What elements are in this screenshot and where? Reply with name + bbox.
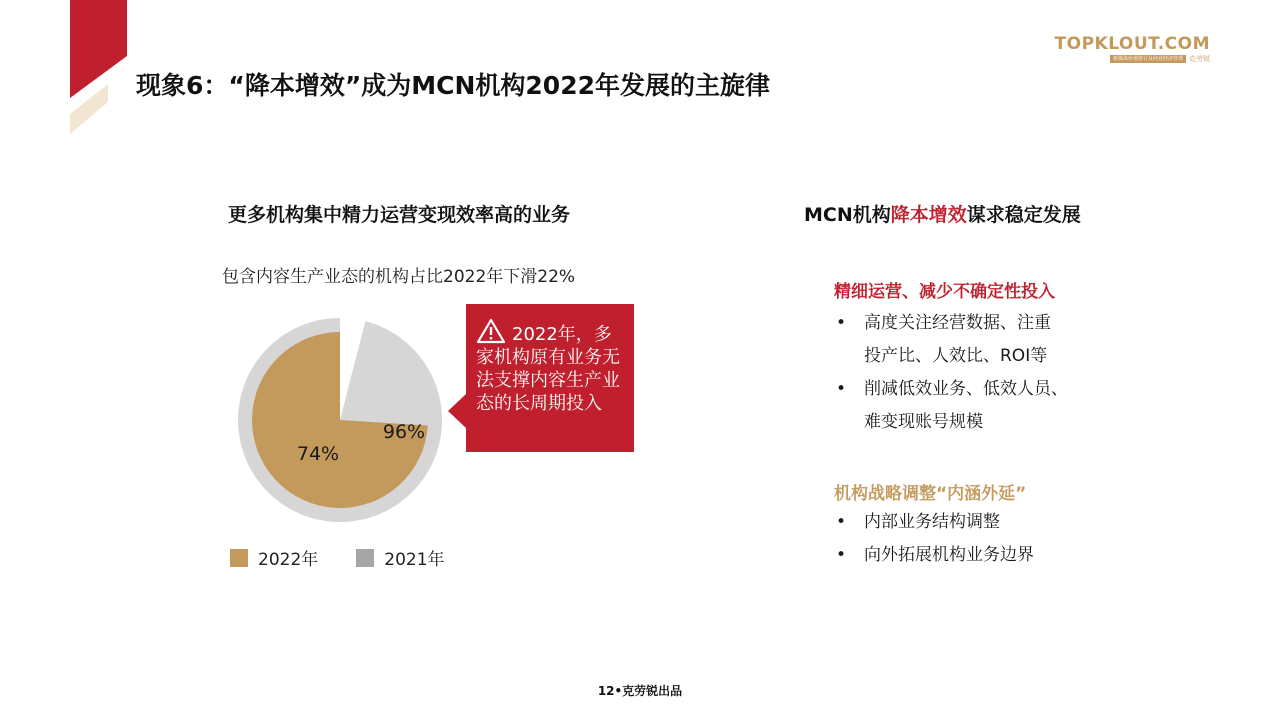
bullet-dot: • — [836, 512, 847, 532]
section-title-strategy: 机构战略调整“内涵外延” — [834, 484, 1027, 504]
data-label-2021: 96% — [382, 421, 426, 443]
list-item-line: 向外拓展机构业务边界 — [864, 545, 1034, 565]
logo-cn-name: 克劳锐 — [1189, 55, 1210, 63]
list-item — [834, 373, 1134, 439]
data-label-2022: 74% — [296, 443, 340, 465]
topklout-logo — [1050, 34, 1210, 63]
right-heading-accent: 降本增效 — [890, 204, 967, 226]
callout-text-first: 2022年，多 — [512, 324, 612, 345]
list-item — [834, 307, 1134, 373]
list-item — [834, 506, 1134, 539]
left-subheading: 包含内容生产业态的机构占比2022年下滑22% — [222, 267, 576, 287]
corner-decoration — [0, 0, 140, 150]
section-title-refined-ops: 精细运营、减少不确定性投入 — [834, 282, 1055, 302]
list-item — [834, 539, 1134, 572]
legend-item-2021 — [356, 545, 444, 570]
legend-swatch-2022 — [230, 549, 248, 567]
legend-label-2021: 2021年 — [384, 550, 445, 570]
legend-swatch-2021 — [356, 549, 374, 567]
list-item-line: 内部业务结构调整 — [864, 512, 1000, 532]
list-item-line: 削减低效业务、低效人员、 — [864, 379, 1068, 399]
pie-chart — [230, 310, 450, 530]
bullet-dot: • — [836, 313, 847, 333]
bullet-dot: • — [836, 545, 847, 565]
right-heading — [804, 200, 1081, 227]
page-title: 现象6：“降本增效”成为MCN机构2022年发展的主旋律 — [136, 71, 770, 100]
callout-text — [476, 318, 626, 415]
right-heading-suffix: 谋求稳定发展 — [966, 204, 1081, 226]
bullet-dot: • — [836, 379, 847, 399]
chart-legend — [230, 545, 445, 570]
left-heading: 更多机构集中精力运营变现效率高的业务 — [228, 204, 571, 226]
legend-item-2022 — [230, 545, 318, 570]
logo-tagline: 新媒体价值排行及商业经济管理 — [1110, 55, 1186, 63]
section-list-strategy — [834, 506, 1134, 572]
list-item-line: 投产比、人效比、ROI等 — [864, 346, 1048, 366]
list-item-line: 难变现账号规模 — [864, 412, 983, 432]
footer-page-credit: 12•克劳锐出品 — [597, 684, 683, 698]
section-list-refined-ops — [834, 307, 1134, 439]
logo-wordmark: TOPKLOUT.COM — [1054, 34, 1210, 54]
callout-text-rest: 家机构原有业务无法支撑内容生产业态的长周期投入 — [476, 347, 620, 414]
warning-icon — [476, 318, 506, 344]
right-heading-prefix: MCN机构 — [804, 204, 891, 226]
list-item-line: 高度关注经营数据、注重 — [864, 313, 1051, 333]
legend-label-2022: 2022年 — [258, 550, 319, 570]
